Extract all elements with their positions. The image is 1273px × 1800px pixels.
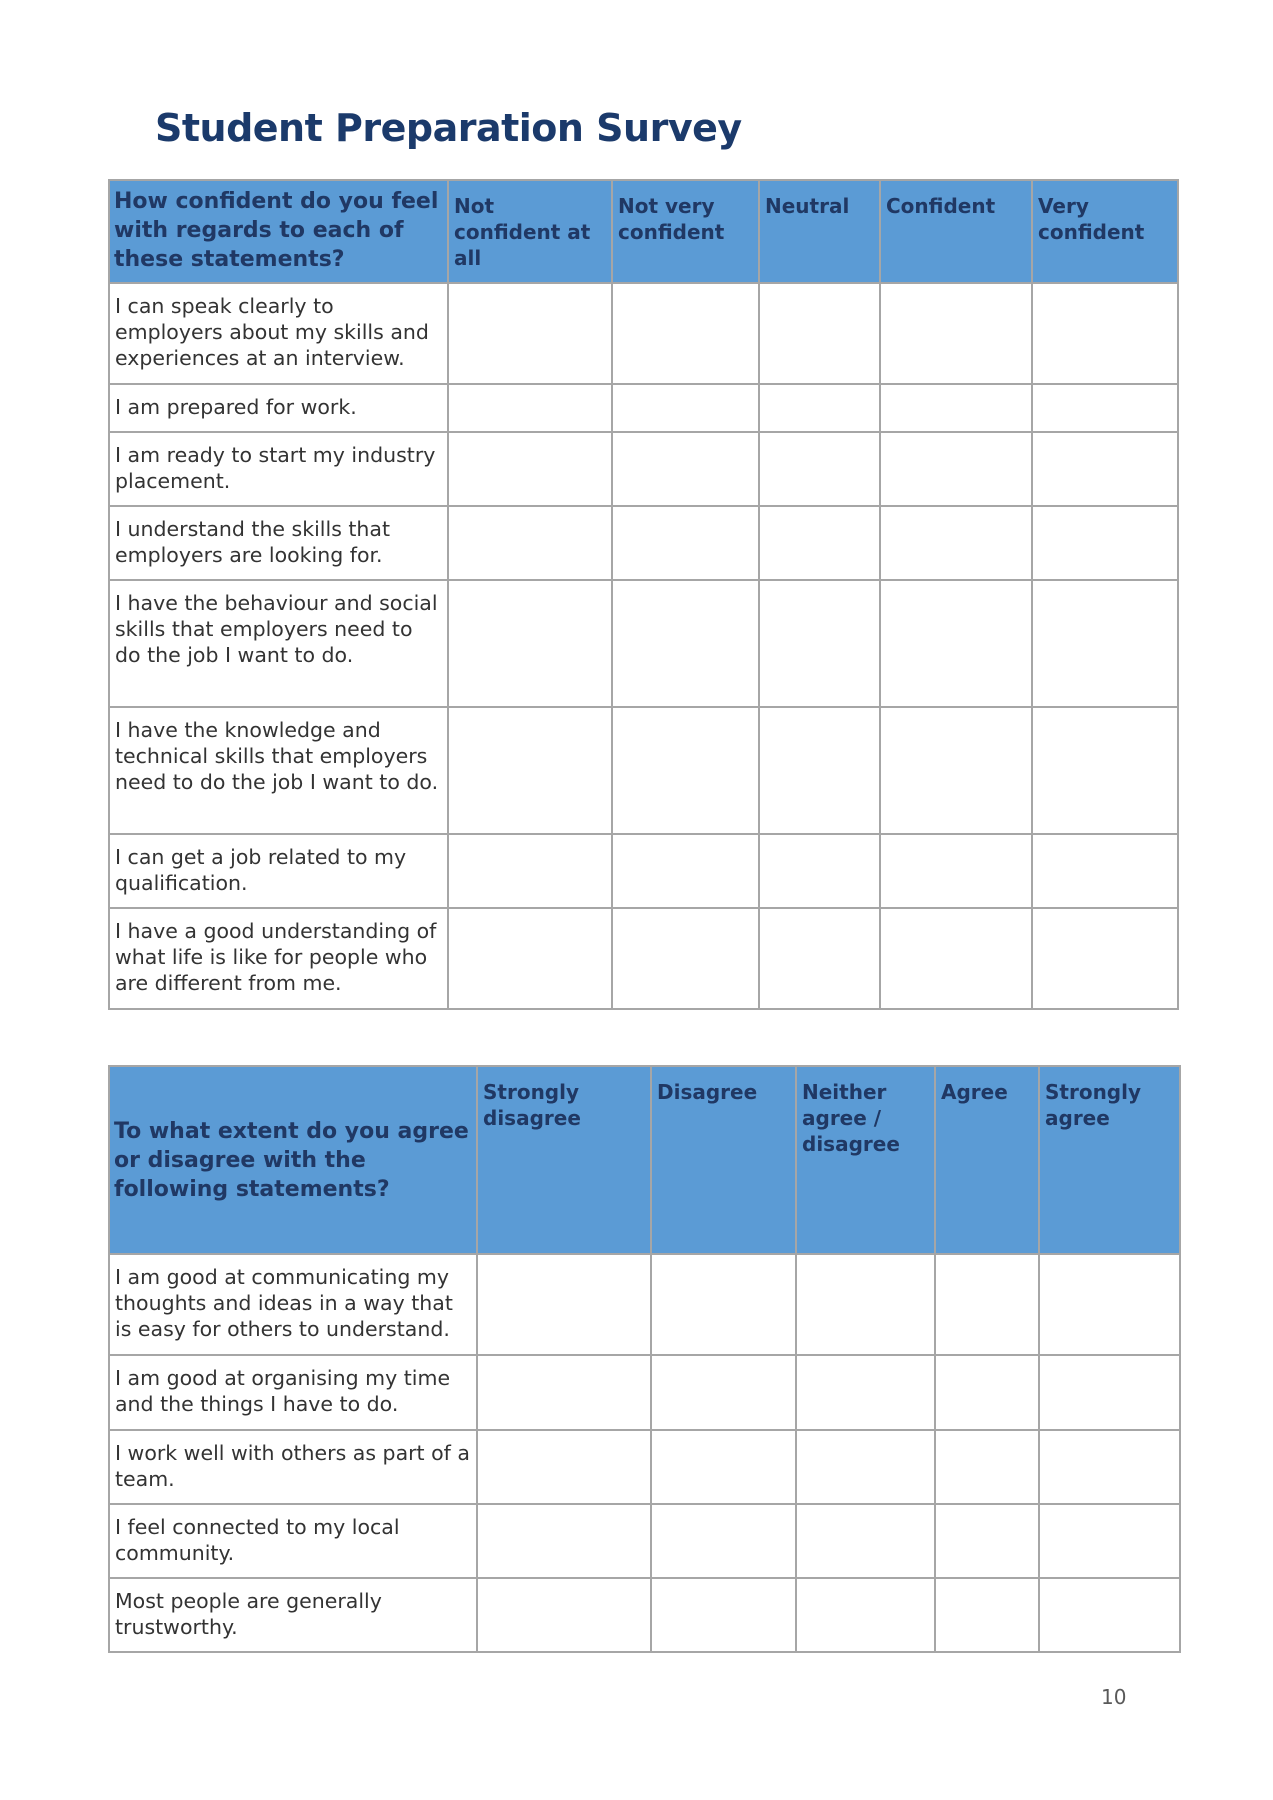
statement-text: I can speak clearly to employers about my skills and experiences at an interview.	[109, 283, 448, 384]
response-cell[interactable]	[1039, 1430, 1180, 1504]
option-header-very-confident: Very confident	[1032, 180, 1178, 283]
agreement-question: To what extent do you agree or disagree with the following statements?	[109, 1066, 477, 1254]
response-cell[interactable]	[880, 384, 1032, 432]
response-cell[interactable]	[935, 1504, 1039, 1578]
agreement-header-row	[109, 1066, 1180, 1254]
option-header-strongly-agree: Strongly agree	[1039, 1066, 1180, 1254]
response-cell[interactable]	[935, 1578, 1039, 1652]
statement-row	[109, 707, 1178, 834]
confidence-table	[108, 179, 1179, 1010]
statement-row	[109, 384, 1178, 432]
response-cell[interactable]	[759, 283, 880, 384]
option-header-agree: Agree	[935, 1066, 1039, 1254]
response-cell[interactable]	[1039, 1254, 1180, 1355]
response-cell[interactable]	[477, 1254, 651, 1355]
statement-row	[109, 1254, 1180, 1355]
statement-row	[109, 580, 1178, 707]
response-cell[interactable]	[651, 1254, 796, 1355]
agreement-table-body	[109, 1254, 1180, 1652]
response-cell[interactable]	[448, 384, 612, 432]
response-cell[interactable]	[1032, 432, 1178, 506]
response-cell[interactable]	[612, 707, 759, 834]
response-cell[interactable]	[935, 1254, 1039, 1355]
response-cell[interactable]	[612, 283, 759, 384]
statement-text: I am good at communicating my thoughts and ideas in a way that is easy for others to understand.	[109, 1254, 477, 1355]
response-cell[interactable]	[880, 908, 1032, 1009]
response-cell[interactable]	[880, 283, 1032, 384]
option-header-not-very-confident: Not very confident	[612, 180, 759, 283]
response-cell[interactable]	[759, 834, 880, 908]
response-cell[interactable]	[1032, 384, 1178, 432]
option-header-not-confident-at-all: Not confident at all	[448, 180, 612, 283]
response-cell[interactable]	[612, 580, 759, 707]
response-cell[interactable]	[612, 432, 759, 506]
statement-text: I am good at organising my time and the things I have to do.	[109, 1355, 477, 1430]
response-cell[interactable]	[759, 580, 880, 707]
response-cell[interactable]	[612, 506, 759, 580]
response-cell[interactable]	[448, 580, 612, 707]
response-cell[interactable]	[880, 432, 1032, 506]
statement-text: I am prepared for work.	[109, 384, 448, 432]
response-cell[interactable]	[759, 908, 880, 1009]
statement-text: I have the knowledge and technical skills that employers need to do the job I want to do.	[109, 707, 448, 834]
response-cell[interactable]	[448, 707, 612, 834]
response-cell[interactable]	[880, 834, 1032, 908]
response-cell[interactable]	[651, 1504, 796, 1578]
response-cell[interactable]	[1032, 283, 1178, 384]
statement-row	[109, 432, 1178, 506]
response-cell[interactable]	[935, 1430, 1039, 1504]
response-cell[interactable]	[477, 1578, 651, 1652]
response-cell[interactable]	[759, 506, 880, 580]
statement-row	[109, 1430, 1180, 1504]
statement-row	[109, 908, 1178, 1009]
response-cell[interactable]	[1032, 580, 1178, 707]
response-cell[interactable]	[448, 283, 612, 384]
confidence-header-row	[109, 180, 1178, 283]
statement-text: I understand the skills that employers are looking for.	[109, 506, 448, 580]
response-cell[interactable]	[796, 1578, 935, 1652]
response-cell[interactable]	[1032, 834, 1178, 908]
confidence-question: How confident do you feel with regards to each of these statements?	[109, 180, 448, 283]
response-cell[interactable]	[477, 1430, 651, 1504]
statement-text: I feel connected to my local community.	[109, 1504, 477, 1578]
page-title: Student Preparation Survey	[155, 106, 742, 150]
response-cell[interactable]	[759, 384, 880, 432]
statement-text: I have a good understanding of what life is like for people who are different from me.	[109, 908, 448, 1009]
response-cell[interactable]	[796, 1430, 935, 1504]
response-cell[interactable]	[796, 1504, 935, 1578]
response-cell[interactable]	[935, 1355, 1039, 1430]
response-cell[interactable]	[651, 1430, 796, 1504]
response-cell[interactable]	[1039, 1504, 1180, 1578]
option-header-disagree: Disagree	[651, 1066, 796, 1254]
confidence-table-body	[109, 283, 1178, 1009]
response-cell[interactable]	[1032, 707, 1178, 834]
statement-text: I can get a job related to my qualification.	[109, 834, 448, 908]
statement-row	[109, 834, 1178, 908]
statement-row	[109, 506, 1178, 580]
statement-row	[109, 283, 1178, 384]
response-cell[interactable]	[759, 707, 880, 834]
response-cell[interactable]	[477, 1355, 651, 1430]
response-cell[interactable]	[759, 432, 880, 506]
response-cell[interactable]	[651, 1578, 796, 1652]
statement-row	[109, 1355, 1180, 1430]
response-cell[interactable]	[612, 908, 759, 1009]
response-cell[interactable]	[448, 834, 612, 908]
option-header-neither-agree-disagree: Neither agree / disagree	[796, 1066, 935, 1254]
statement-row	[109, 1504, 1180, 1578]
statement-text: I am ready to start my industry placement.	[109, 432, 448, 506]
response-cell[interactable]	[1039, 1578, 1180, 1652]
response-cell[interactable]	[448, 908, 612, 1009]
response-cell[interactable]	[612, 384, 759, 432]
response-cell[interactable]	[1039, 1355, 1180, 1430]
agreement-table	[108, 1065, 1181, 1653]
response-cell[interactable]	[448, 432, 612, 506]
response-cell[interactable]	[448, 506, 612, 580]
response-cell[interactable]	[880, 707, 1032, 834]
option-header-neutral: Neutral	[759, 180, 880, 283]
statement-text: I work well with others as part of a team.	[109, 1430, 477, 1504]
option-header-confident: Confident	[880, 180, 1032, 283]
response-cell[interactable]	[1032, 506, 1178, 580]
response-cell[interactable]	[796, 1355, 935, 1430]
option-header-strongly-disagree: Strongly disagree	[477, 1066, 651, 1254]
statement-row	[109, 1578, 1180, 1652]
response-cell[interactable]	[880, 506, 1032, 580]
response-cell[interactable]	[796, 1254, 935, 1355]
response-cell[interactable]	[1032, 908, 1178, 1009]
page-number: 10	[1101, 1685, 1127, 1709]
statement-text: I have the behaviour and social skills that employers need to do the job I want to do.	[109, 580, 448, 707]
response-cell[interactable]	[651, 1355, 796, 1430]
statement-text: Most people are generally trustworthy.	[109, 1578, 477, 1652]
response-cell[interactable]	[612, 834, 759, 908]
response-cell[interactable]	[880, 580, 1032, 707]
response-cell[interactable]	[477, 1504, 651, 1578]
